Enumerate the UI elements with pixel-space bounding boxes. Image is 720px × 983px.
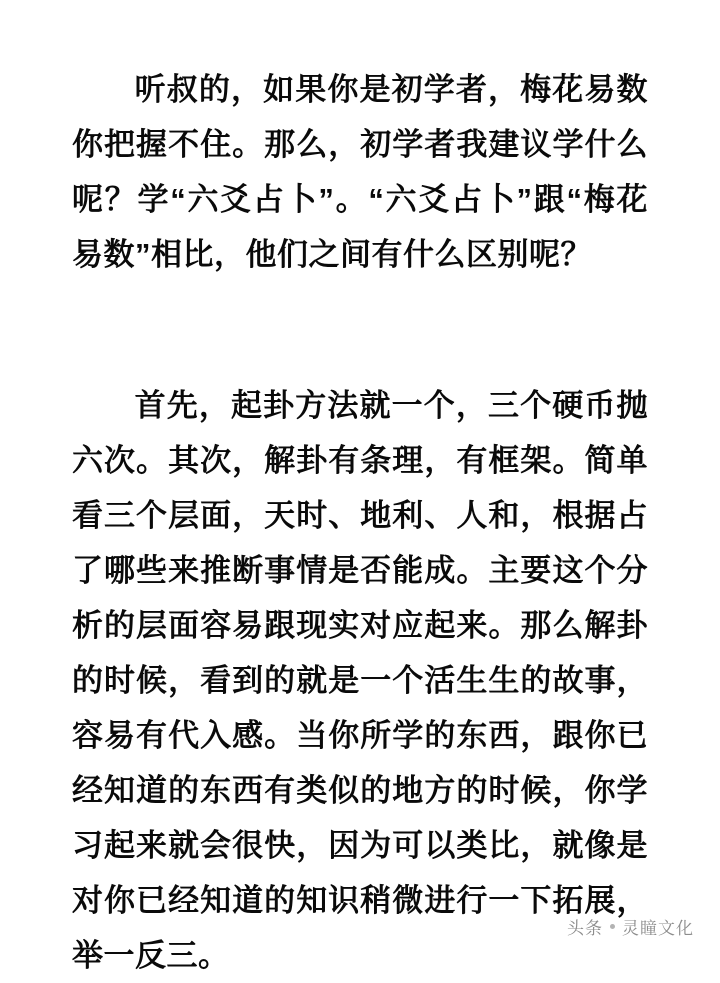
- account-label: 灵瞳文化: [622, 919, 694, 938]
- paragraph-spacer: [72, 282, 648, 378]
- paragraph-1-text: 听叔的，如果你是初学者，梅花易数你把握不住。那么，初学者我建议学什么呢？学“六爻占卜”。“六爻占卜”跟“梅花易数”相比，他们之间有什么区别呢？: [72, 72, 648, 272]
- paragraph-2-text: 首先，起卦方法就一个，三个硬币抛六次。其次，解卦有条理，有框架。简单看三个层面，天时、地利、人和，根据占了哪些来推断事情是否能成。主要这个分析的层面容易跟现实对应起来。那么解卦的时候，看到的就是一个活生生的故事，容易有代入感。当你所学的东西，跟你已经知道的东西有类似的地方的时候，你学习起来就会很快，因为可以类比，就像是对你已经知道的知识稍微进行一下拓展，举一反三。: [72, 388, 648, 973]
- watermark-footer: [567, 914, 694, 939]
- paragraph-1: [72, 62, 648, 282]
- paragraph-2: [72, 378, 648, 983]
- platform-label: 头条: [567, 919, 603, 938]
- separator-dot-icon: [610, 924, 615, 929]
